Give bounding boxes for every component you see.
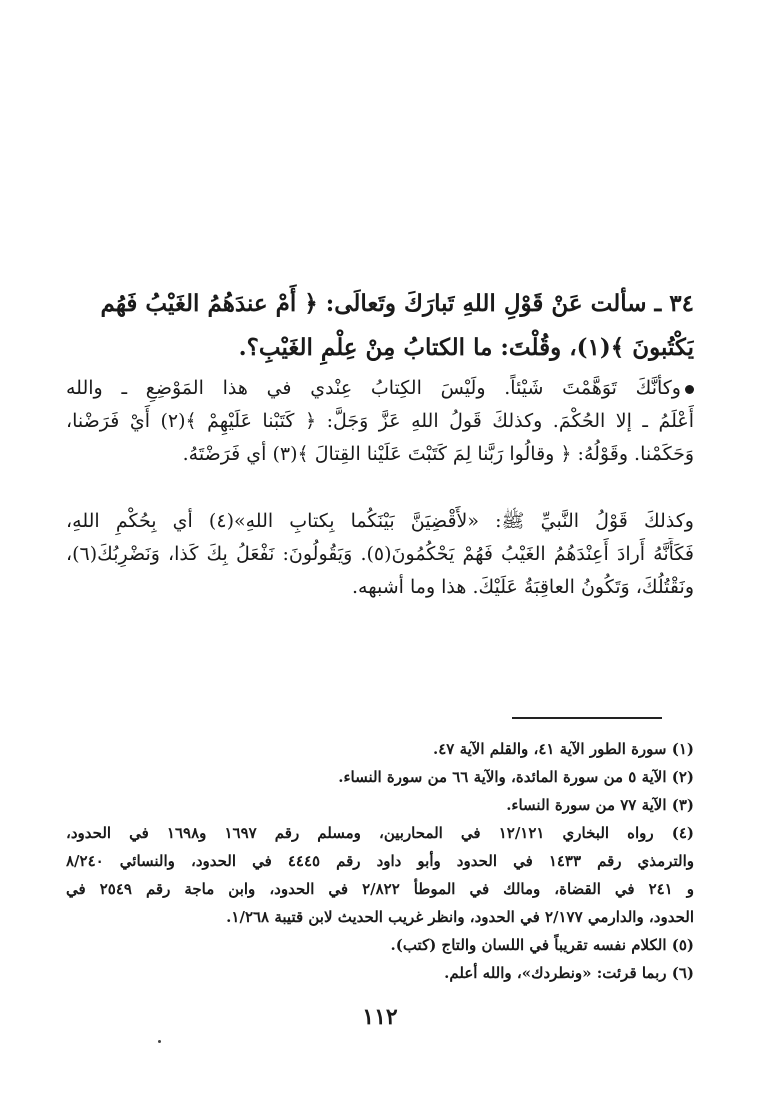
question-line: ٣٤ ـ سألت عَنْ قَوْلِ اللهِ تَبارَكَ وتَعالَى: ﴿ أَمْ عندَهُمُ الغَيْبُ فَهُم [100,290,694,317]
footnote-separator [512,717,662,719]
footnote-line: (٤) رواه البخاري ١٢/١٢١ في المحاربين، ومسلم رقم ١٦٩٧ و١٦٩٨ في الحدود، [66,824,694,842]
paragraph-line: وكأنَّكَ تَوَهَّمْتَ شَيْئاً. ولَيْسَ الكِتابُ عِنْدي في هذا المَوْضِعِ ـ والله [66,372,694,405]
paragraph-line: فَكَأَنَّهُ أَرادَ أَعِنْدَهُمُ الغَيْبُ فَهُمْ يَحْكُمُونَ(٥). وَيَقُولُونَ: نَفْعَلُ بِكَ كَذا، وَنَضْرِبُكَ(٦)، [66,543,694,565]
footnote-line: (٦) ربما قرئت: «ونطردك»، والله أعلم. [444,964,694,982]
paragraph-line: وَحَكَمْنا. وقَوْلُهُ: ﴿ وقالُوا رَبَّنا لِمَ كَتَبْتَ عَلَيْنا القِتالَ ﴾(٣) أي فَرَضْتَهُ. [182,443,694,465]
paragraph-line: أَعْلَمُ ـ إلا الحُكْمَ. وكذلكَ قَولُ اللهِ عَزَّ وَجَلَّ: ﴿ كَتَبْنا عَلَيْهِمْ ﴾(٢) أَيْ فَرَضْنا، [66,410,694,432]
footnote-line: الحدود، والدارمي ٢/١٧٧ في الحدود، وانظر غريب الحديث لابن قتيبة ١/٢٦٨. [226,908,694,926]
answer-paragraph-1 [66,372,694,471]
footnote-line: (٢) الآية ٥ من سورة المائدة، والآية ٦٦ من سورة النساء. [338,768,694,786]
footnotes [66,735,694,987]
paragraph-line: ونَقْتُلُكَ، وَتَكُونُ العاقِبَةُ عَلَيْكَ. هذا وما أشبهه. [352,576,694,598]
footnote-line: و ٢٤١ في القضاة، ومالك في الموطأ ٢/٨٢٢ في الحدود، وابن ماجة رقم ٢٥٤٩ في [66,880,694,898]
scan-speck [158,1040,161,1043]
page-number: ١١٢ [362,1004,398,1030]
footnote-line: (٣) الآية ٧٧ من سورة النساء. [506,796,694,814]
footnote-line: والترمذي رقم ١٤٣٣ في الحدود وأبو داود رقم ٤٤٤٥ في الحدود، والنسائي ٨/٢٤٠ [66,852,694,870]
answer-paragraph-2 [66,505,694,604]
footnote-line: (٥) الكلام نفسه تقريباً في اللسان والتاج (كتب). [390,936,694,954]
bullet-icon [685,385,694,394]
footnote-line: (١) سورة الطور الآية ٤١، والقلم الآية ٤٧. [432,740,694,758]
question-line: يَكْتُبونَ ﴾(١)، وقُلْتَ: ما الكتابُ مِنْ عِلْمِ الغَيْبِ؟. [238,334,694,361]
paragraph-line: وكذلكَ قَوْلُ النَّبيِّ ﷺ: «لأَقْضِيَنَّ بَيْنَكُما بِكتابِ اللهِ»(٤) أي بِحُكْمِ اللهِ، [66,510,694,532]
question-heading [66,282,694,370]
